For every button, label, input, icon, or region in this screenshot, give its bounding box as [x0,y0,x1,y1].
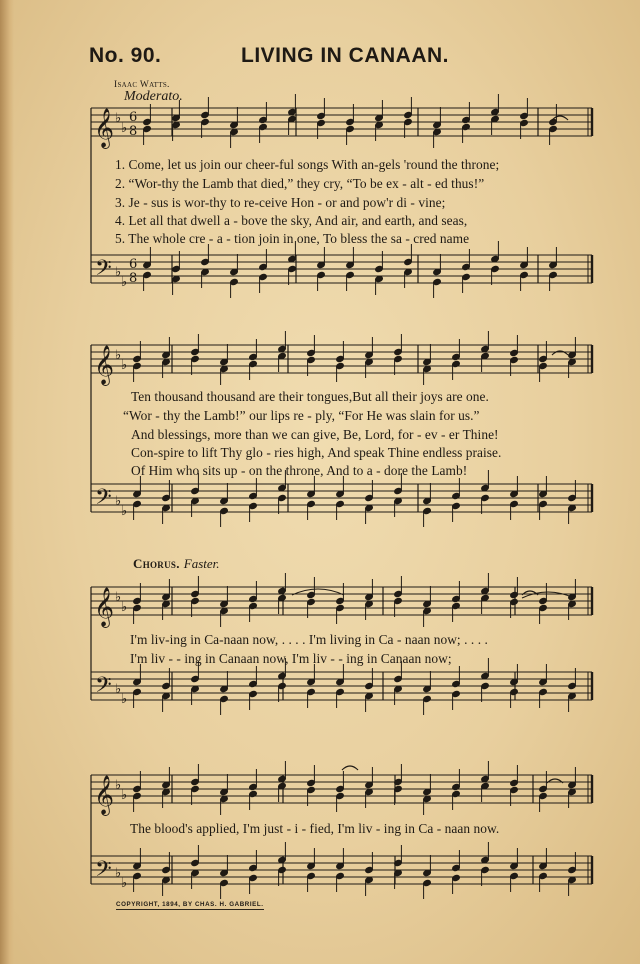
flat-sign: ♭ [121,358,128,373]
flat-sign: ♭ [115,778,122,793]
bass-clef: 𝄢 [95,857,112,887]
verse-2-line-2: “Wor - thy the Lamb!” our lips re - ply, “For He was slain for us.” [123,408,480,423]
treble-clef: 𝄞 [94,587,115,627]
flat-sign: ♭ [115,111,122,126]
copyright-notice: COPYRIGHT, 1894, BY CHAS. H. GABRIEL. [116,901,264,908]
hymn-title: LIVING IN CANAAN. [241,44,449,67]
tempo-marking: Moderato. [124,89,183,104]
author-credit: Isaac Watts. [114,80,170,90]
flat-sign: ♭ [115,866,122,881]
flat-sign: ♭ [115,265,122,280]
verse-5-line: 5. The whole cre - a - tion join in one, To bless the sa - cred name [115,231,470,246]
verse-1-line-2: Ten thousand thousand are their tongues,But all their joys are one. [131,389,489,404]
tie [522,592,574,598]
verse-3-line: 3. Je - sus is wor-thy to re-ceive Hon - or and pow'r di - vine; [115,195,446,210]
verse-5-line-2: Of Him who sits up - on the throne, And to a - dore the Lamb! [131,463,468,478]
time-signature: 6 [129,110,138,125]
flat-sign: ♭ [121,876,128,891]
verse-1-line: 1. Come, let us join our cheer-ful songs With an-gels 'round the throne; [115,157,500,172]
time-signature: 8 [129,124,138,139]
flat-sign: ♭ [121,275,128,290]
time-signature: 6 [129,257,138,272]
chorus-final-line: The blood's applied, I'm just - i - fied, I'm liv - ing in Ca - naan now. [130,821,500,836]
fermata [342,766,358,770]
flat-sign: ♭ [115,590,122,605]
chorus-label: Chorus. [133,556,180,571]
flat-sign: ♭ [121,504,128,519]
treble-clef: 𝄞 [94,345,115,385]
chorus-bass-line: I'm liv - - ing in Canaan now, I'm liv - - ing in Canaan now; [130,651,452,666]
verse-2-line: 2. “Wor-thy the Lamb that died,” they cry, “To be ex - alt - ed thus!” [115,176,485,191]
chorus-soprano-line: I'm liv-ing in Ca-naan now, . . . . I'm living in Ca - naan now; . . . . [130,632,488,647]
flat-sign: ♭ [115,494,122,509]
verse-4-line: 4. Let all that dwell a - bove the sky, And air, and earth, and seas, [115,213,468,228]
bass-clef: 𝄢 [95,485,112,515]
verse-4-line-2: Con-spire to lift Thy glo - ries high, And speak Thine endless praise. [131,445,502,460]
flat-sign: ♭ [115,682,122,697]
flat-sign: ♭ [115,348,122,363]
bass-clef: 𝄢 [95,673,112,703]
verse-3-line-2: And blessings, more than we can give, Be, Lord, for - ev - er Thine! [131,427,499,442]
chorus-tempo: Faster. [183,556,220,571]
chorus-heading [133,556,220,572]
time-signature: 8 [129,271,138,286]
flat-sign: ♭ [121,600,128,615]
hymn-number: No. 90. [89,44,162,67]
flat-sign: ♭ [121,692,128,707]
treble-clef: 𝄞 [94,775,115,815]
flat-sign: ♭ [121,788,128,803]
flat-sign: ♭ [121,121,128,136]
treble-clef: 𝄞 [94,108,115,148]
bass-clef: 𝄢 [95,256,112,286]
